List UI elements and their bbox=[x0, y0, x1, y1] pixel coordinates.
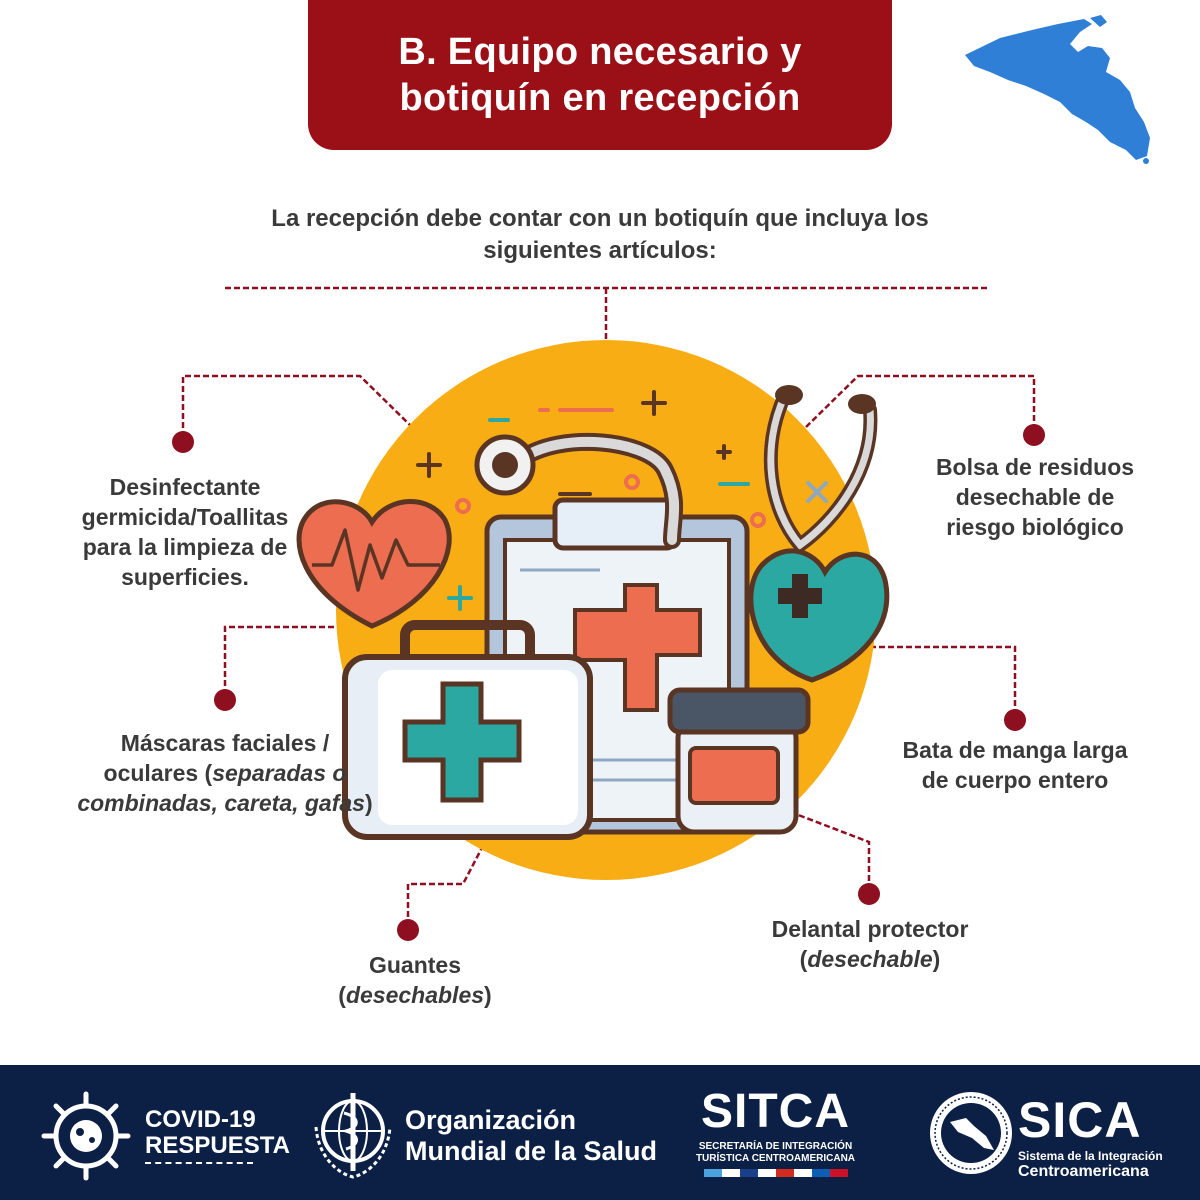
guantes-line-2: (desechables) bbox=[338, 982, 492, 1008]
jar-icon bbox=[670, 690, 808, 832]
title-line-1: B. Equipo necesario y bbox=[398, 31, 802, 73]
delantal-line-2: (desechable) bbox=[799, 946, 941, 972]
who-logo-text bbox=[405, 1105, 657, 1167]
intro-line-2: siguientes artículos: bbox=[483, 237, 717, 264]
sica-globe-icon bbox=[928, 1090, 1014, 1176]
sitca-logo bbox=[688, 1087, 863, 1177]
desinfectante-line-1: Desinfectante bbox=[109, 474, 261, 500]
label-bata bbox=[880, 735, 1150, 795]
bata-line-1: Bata de manga larga bbox=[902, 737, 1128, 763]
label-delantal bbox=[740, 914, 1000, 974]
covid-underline bbox=[145, 1162, 253, 1164]
who-line-1: Organización bbox=[405, 1105, 577, 1135]
label-desinfectante bbox=[40, 472, 330, 592]
label-mascaras bbox=[55, 728, 395, 818]
bolsa-line-1: Bolsa de residuos bbox=[935, 454, 1135, 480]
sica-line-2: Centroamericana bbox=[1018, 1163, 1149, 1180]
covid-line-2: RESPUESTA bbox=[145, 1132, 290, 1159]
bolsa-line-3: riesgo biológico bbox=[946, 514, 1124, 540]
sitca-line-1: SECRETARÍA DE INTEGRACIÓN bbox=[698, 1141, 853, 1152]
bata-line-2: de cuerpo entero bbox=[921, 767, 1109, 793]
delantal-line-1: Delantal protector bbox=[771, 916, 969, 942]
footer-bar bbox=[0, 1065, 1200, 1200]
bullet-bata bbox=[1004, 709, 1026, 731]
guantes-line-1: Guantes bbox=[368, 952, 462, 978]
mascaras-line-1: Máscaras faciales / bbox=[120, 730, 330, 756]
bullet-guantes bbox=[397, 919, 419, 941]
desinfectante-line-3: para la limpieza de bbox=[82, 534, 288, 560]
sica-logo-text bbox=[1018, 1092, 1163, 1180]
covid-line-1: COVID-19 bbox=[145, 1106, 256, 1133]
sica-line-1: Sistema de la Integración bbox=[1018, 1149, 1163, 1163]
covid-logo-text bbox=[145, 1107, 290, 1164]
mascaras-line-3: combinadas, careta, gafas) bbox=[77, 790, 373, 816]
title-line-2: botiquín en recepción bbox=[399, 77, 801, 119]
who-line-2: Mundial de la Salud bbox=[405, 1136, 658, 1166]
intro-line-1: La recepción debe contar con un botiquín que incluya los bbox=[271, 205, 929, 232]
sica-name: SICA bbox=[1018, 1092, 1142, 1148]
sitca-flags bbox=[688, 1169, 863, 1177]
bolsa-line-2: desechable de bbox=[955, 484, 1115, 510]
mascaras-line-2: oculares (separadas o bbox=[103, 760, 347, 786]
label-bolsa bbox=[905, 452, 1165, 542]
sitca-name: SITCA bbox=[701, 1085, 850, 1138]
sitca-line-2: TURÍSTICA CENTROAMERICANA bbox=[695, 1153, 856, 1164]
bullet-desinfectante bbox=[172, 431, 194, 453]
desinfectante-line-2: germicida/Toallitas bbox=[81, 504, 289, 530]
bullet-bolsa bbox=[1023, 424, 1045, 446]
who-emblem-icon bbox=[308, 1087, 398, 1183]
bullet-mascaras bbox=[214, 689, 236, 711]
covid-virus-icon bbox=[40, 1090, 132, 1182]
label-guantes bbox=[290, 950, 540, 1010]
bullet-delantal bbox=[858, 883, 880, 905]
desinfectante-line-4: superficies. bbox=[121, 564, 249, 590]
